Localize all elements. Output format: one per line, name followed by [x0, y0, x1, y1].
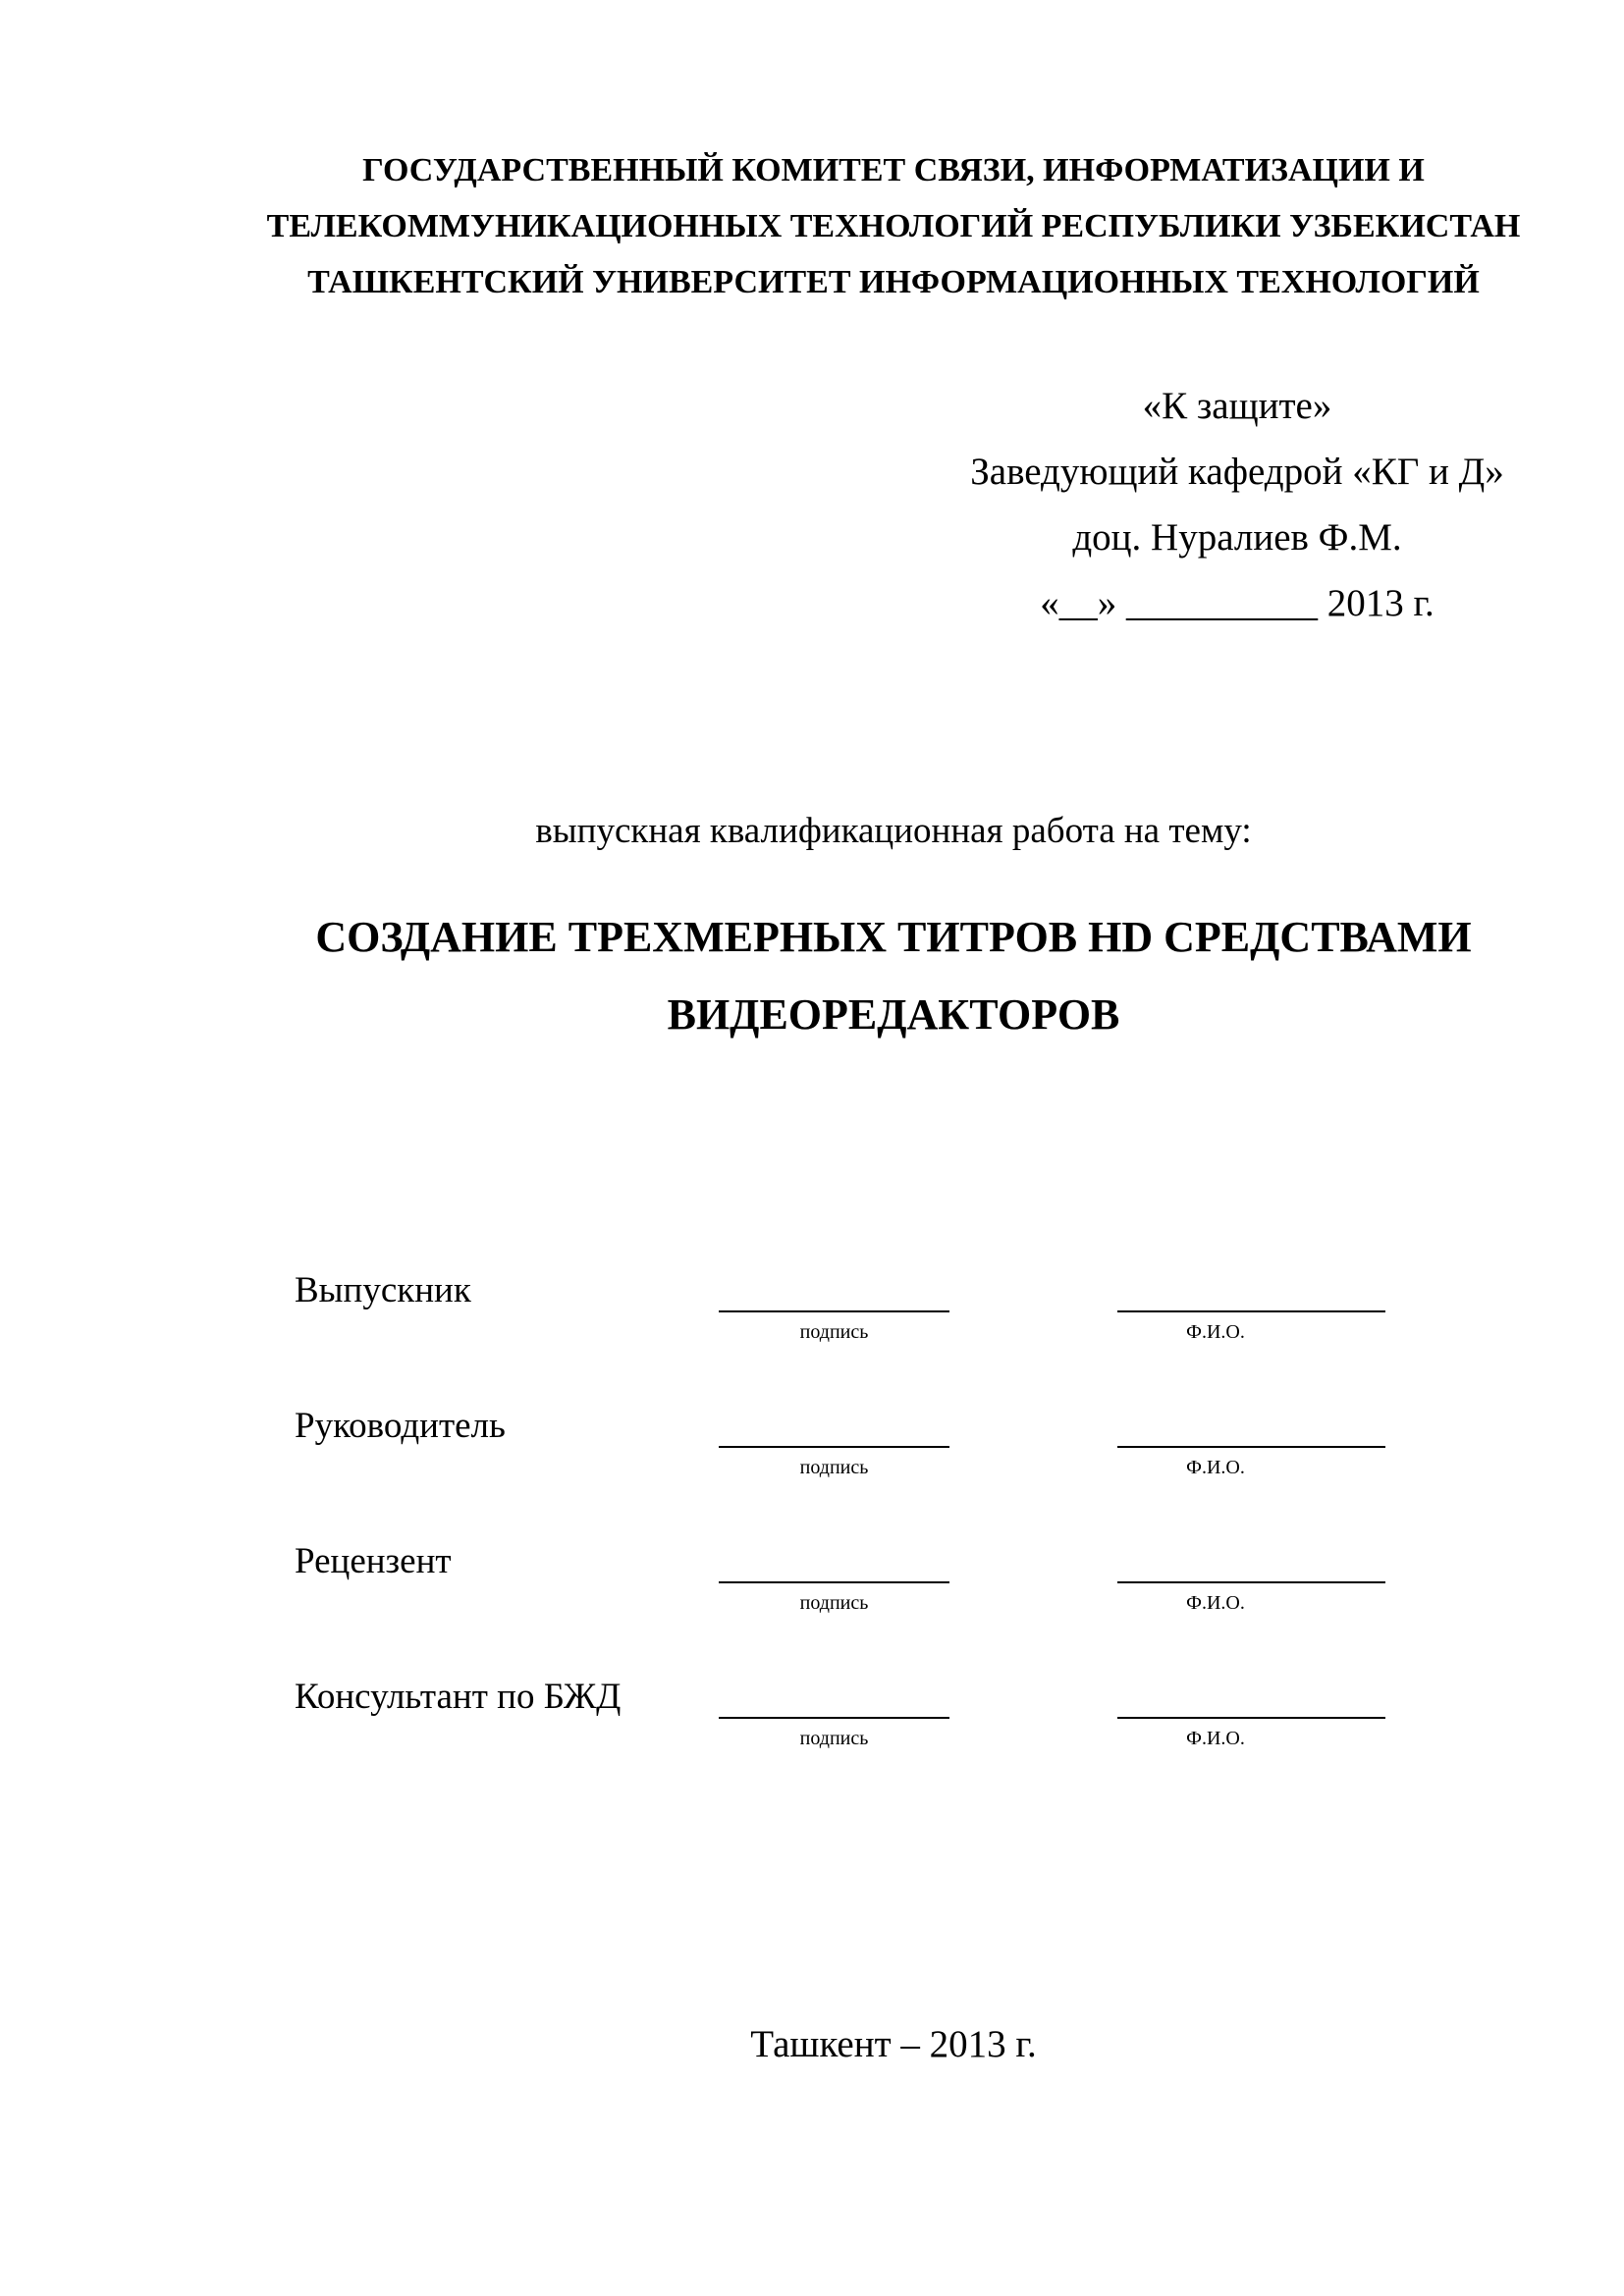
signature-line	[719, 1310, 949, 1312]
thesis-title-line-1: СОЗДАНИЕ ТРЕХМЕРНЫХ ТИТРОВ HD СРЕДСТВАМИ	[315, 913, 1472, 961]
signature-role: Рецензент	[295, 1541, 452, 1581]
thesis-intro: выпускная квалификационная работа на тему:	[535, 811, 1252, 851]
signature-line	[719, 1581, 949, 1583]
approval-block	[913, 373, 1561, 636]
name-line	[1117, 1717, 1385, 1719]
signature-row-graduate	[295, 1266, 1414, 1384]
name-caption: Ф.И.О.	[1186, 1321, 1245, 1343]
institution-header	[177, 142, 1610, 310]
signature-row-reviewer	[295, 1537, 1414, 1655]
thesis-title	[177, 898, 1610, 1053]
approval-date-line: «__» __________ 2013 г.	[1040, 582, 1435, 624]
signature-role: Выпускник	[295, 1270, 471, 1310]
signature-role: Руководитель	[295, 1406, 506, 1446]
signature-caption: подпись	[799, 1728, 869, 1749]
approval-line-1: «К защите»	[1142, 385, 1332, 427]
signature-role: Консультант по БЖД	[295, 1677, 622, 1717]
signature-caption: подпись	[799, 1457, 869, 1478]
signature-line	[719, 1717, 949, 1719]
name-line	[1117, 1581, 1385, 1583]
signature-caption: подпись	[799, 1321, 869, 1343]
name-caption: Ф.И.О.	[1186, 1592, 1245, 1614]
header-line-3: ТАШКЕНТСКИЙ УНИВЕРСИТЕТ ИНФОРМАЦИОННЫХ ТЕХНОЛОГИЙ	[307, 264, 1480, 300]
name-line	[1117, 1310, 1385, 1312]
name-caption: Ф.И.О.	[1186, 1457, 1245, 1478]
signature-caption: подпись	[799, 1592, 869, 1614]
signature-line	[719, 1446, 949, 1448]
name-caption: Ф.И.О.	[1186, 1728, 1245, 1749]
header-line-2: ТЕЛЕКОММУНИКАЦИОННЫХ ТЕХНОЛОГИЙ РЕСПУБЛИКИ УЗБЕКИСТАН	[266, 208, 1521, 244]
header-line-1: ГОСУДАРСТВЕННЫЙ КОМИТЕТ СВЯЗИ, ИНФОРМАТИЗАЦИИ И	[362, 152, 1425, 188]
signature-row-supervisor	[295, 1402, 1414, 1520]
thesis-title-line-2: ВИДЕОРЕДАКТОРОВ	[667, 990, 1120, 1039]
approval-line-2: Заведующий кафедрой «КГ и Д»	[970, 451, 1504, 493]
signature-row-safety-consultant	[295, 1673, 1414, 1790]
name-line	[1117, 1446, 1385, 1448]
approval-line-3: доц. Нуралиев Ф.М.	[1072, 516, 1402, 559]
city-year-footer: Ташкент – 2013 г.	[750, 2023, 1037, 2065]
